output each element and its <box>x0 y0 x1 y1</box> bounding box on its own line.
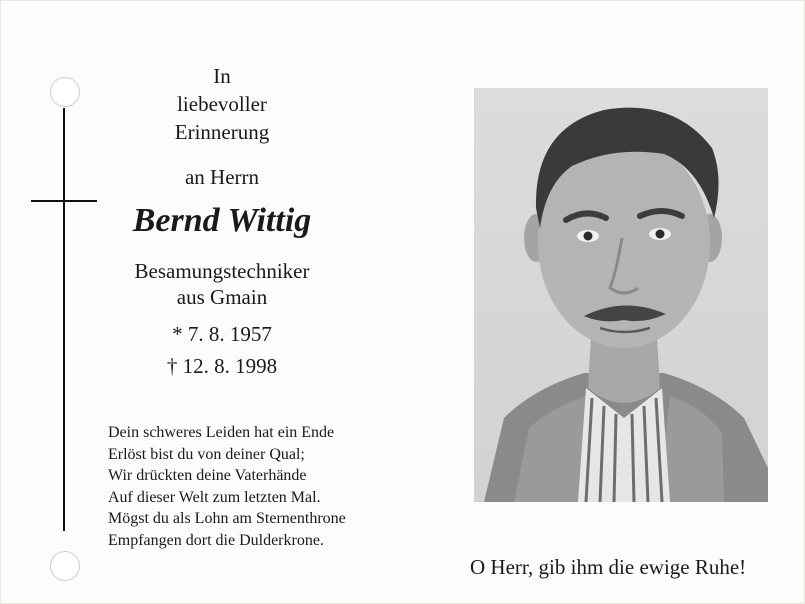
deceased-name: Bernd Wittig <box>132 202 312 239</box>
intro-text <box>97 62 347 146</box>
poem-line: Dein schweres Leiden hat ein Ende <box>108 424 335 441</box>
portrait-photo <box>474 88 768 502</box>
intro-line: liebevoller <box>177 92 267 116</box>
profession-line: Besamungstechniker <box>134 259 310 283</box>
punch-hole-top <box>50 77 80 107</box>
poem-line: Auf dieser Welt zum letzten Mal. <box>108 488 321 506</box>
closing-prayer: O Herr, gib ihm die ewige Ruhe! <box>470 555 747 579</box>
poem-line: Empfangen dort die Dulderkrone. <box>108 531 324 549</box>
death-date: † 12. 8. 1998 <box>166 354 278 378</box>
poem-line: Wir drückten deine Vaterhände <box>108 467 307 484</box>
punch-hole-bottom <box>50 551 80 581</box>
cross-icon-bar <box>31 200 97 202</box>
intro-line: Erinnerung <box>174 120 270 144</box>
poem-line: Mögst du als Lohn am Sternenthrone <box>108 510 346 527</box>
intro-line: In <box>213 64 231 88</box>
hometown-line: aus Gmain <box>176 285 268 309</box>
poem-line: Erlöst bist du von deiner Qual; <box>108 445 305 463</box>
profession <box>97 258 347 310</box>
life-dates <box>97 318 347 382</box>
salutation: an Herrn <box>184 165 260 189</box>
cross-icon <box>63 108 65 531</box>
memorial-poem <box>108 422 346 551</box>
portrait-illustration <box>474 88 768 502</box>
birth-date: * 7. 8. 1957 <box>172 322 272 346</box>
